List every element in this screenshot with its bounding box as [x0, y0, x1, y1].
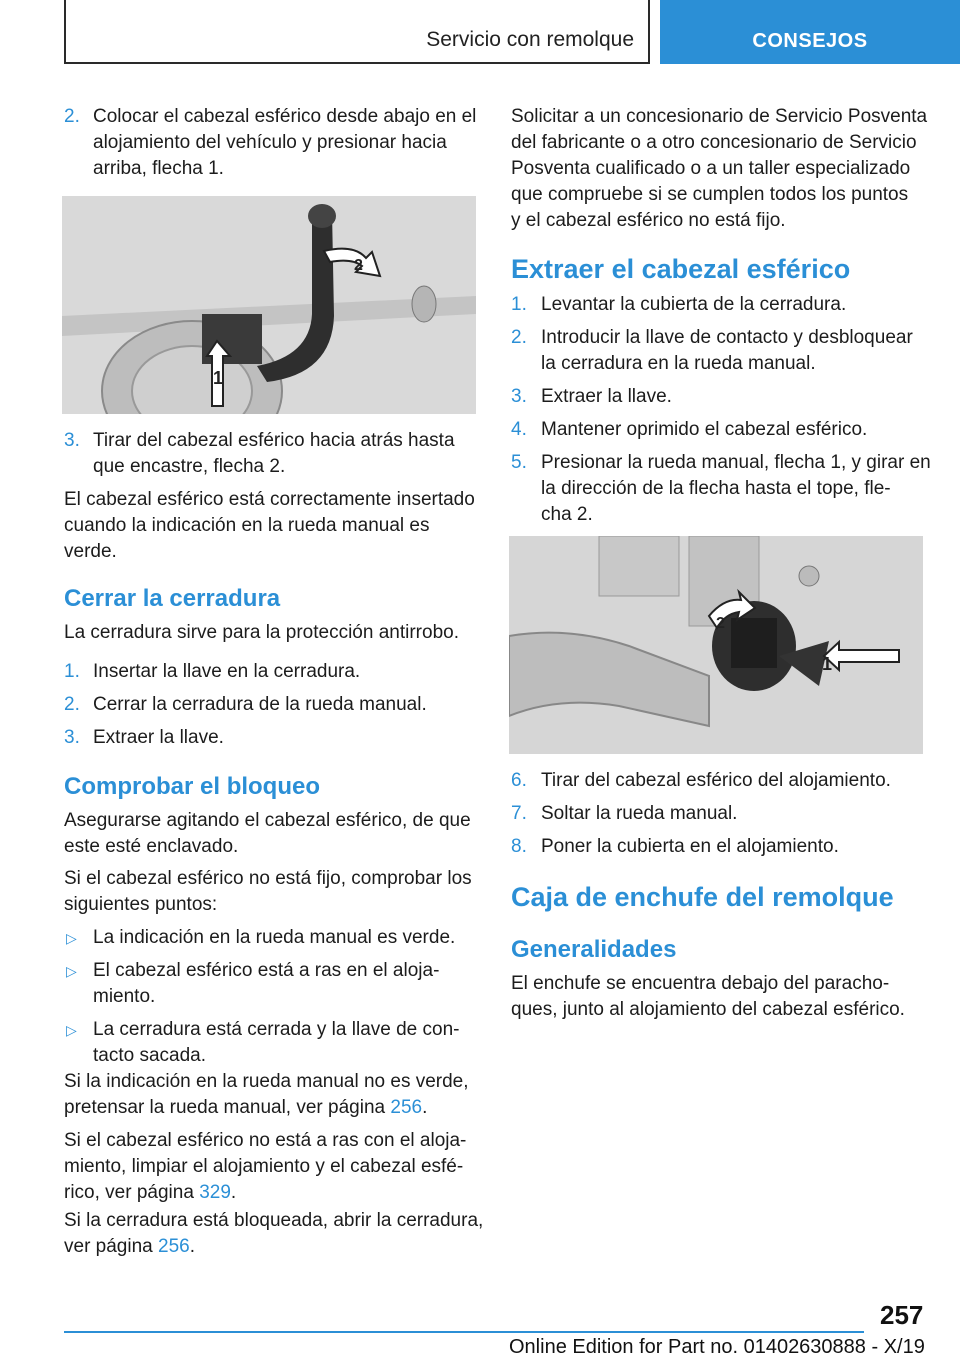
step-text: arriba, flecha 1. [93, 158, 224, 179]
step-text: Poner la cubierta en el alojamiento. [541, 836, 839, 857]
paragraph-text: miento, limpiar el alojamiento y el cabezal esfé‐ [64, 1156, 464, 1177]
step-text: Levantar la cubierta de la cerradura. [541, 294, 847, 315]
bullet-triangle-icon: ▷ [66, 1022, 77, 1038]
arrow-label: 1 [213, 368, 224, 388]
step-number: 1. [511, 294, 527, 315]
step-number: 7. [511, 803, 527, 824]
paragraph-fragment: ver página [64, 1236, 159, 1257]
paragraph-text: Si el cabezal esférico no está a ras con el aloja‐ [64, 1130, 467, 1151]
heading-cerrar: Cerrar la cerradura [64, 585, 281, 612]
step-text: Presionar la rueda manual, flecha 1, y girar en [541, 452, 931, 473]
step-number: 1. [64, 661, 80, 682]
section-title: Servicio con remolque [426, 28, 634, 51]
footer-divider [64, 1331, 864, 1333]
step-text: cha 2. [541, 504, 593, 525]
chapter-tab[interactable] [660, 0, 960, 64]
page-link-329[interactable]: 329 [199, 1182, 231, 1203]
chapter-tab-label: CONSEJOS [752, 30, 868, 52]
tow-hitch-remove-illustration [509, 536, 923, 754]
paragraph-text [64, 1180, 236, 1206]
bullet-text: La indicación en la rueda manual es verde. [93, 927, 456, 948]
paragraph-text: que compruebe si se cumplen todos los puntos [511, 184, 909, 205]
step-text: Tirar del cabezal esférico del alojamiento. [541, 770, 891, 791]
step-text: la dirección de la flecha hasta el tope, fle‐ [541, 478, 891, 499]
paragraph-fragment: pretensar la rueda manual, ver página [64, 1097, 391, 1118]
step-text: Insertar la llave en la cerradura. [93, 661, 361, 682]
bullet-text: La cerradura está cerrada y la llave de con‐ [93, 1019, 460, 1040]
paragraph-text: y el cabezal esférico no está fijo. [511, 210, 786, 231]
paragraph-fragment: rico, ver página [64, 1182, 200, 1203]
paragraph-text [64, 1095, 427, 1121]
edition-text: Online Edition for Part no. 01402630888 - X/19 [509, 1336, 925, 1358]
page-link-256[interactable]: 256 [158, 1236, 190, 1257]
header-frame [64, 0, 650, 64]
step-number: 3. [64, 727, 80, 748]
tow-hitch-insert-drawing [62, 196, 476, 414]
paragraph-text: Si el cabezal esférico no está fijo, comprobar los [64, 868, 472, 889]
step-text: alojamiento del vehículo y presionar hacia [93, 132, 447, 153]
page-link-256[interactable]: 256 [390, 1097, 423, 1118]
bullet-text: tacto sacada. [93, 1045, 207, 1066]
tow-hitch-insert-illustration [62, 196, 476, 414]
bullet-triangle-icon: ▷ [66, 930, 77, 946]
step-number: 2. [511, 327, 527, 348]
step-text: que encastre, flecha 2. [93, 456, 286, 477]
step-text: Extraer la llave. [93, 727, 224, 748]
step-number: 3. [64, 430, 80, 451]
arrow-label: 1 [822, 654, 833, 674]
paragraph-text: Solicitar a un concesionario de Servicio Posventa [511, 106, 928, 127]
bullet-triangle-icon: ▷ [66, 963, 77, 979]
paragraph-fragment: . [422, 1097, 428, 1118]
step-number: 8. [511, 836, 527, 857]
paragraph-fragment: . [189, 1236, 195, 1257]
paragraph-fragment: . [230, 1182, 237, 1203]
tow-hitch-remove-drawing [509, 536, 923, 754]
heading-generalidades: Generalidades [511, 936, 677, 963]
paragraph-text: Asegurarse agitando el cabezal esférico, de que [64, 810, 471, 831]
arrow-label: 2 [354, 257, 363, 274]
bullet-text: El cabezal esférico está a ras en el aloja‐ [93, 960, 440, 981]
step-text: Mantener oprimido el cabezal esférico. [541, 419, 868, 440]
paragraph-text: Posventa cualificado o a un taller especializado [511, 158, 911, 179]
paragraph-text: siguientes puntos: [64, 894, 218, 915]
paragraph-text: ques, junto al alojamiento del cabezal esférico. [511, 999, 905, 1020]
step-number: 6. [511, 770, 527, 791]
paragraph-text: cuando la indicación en la rueda manual es [64, 515, 430, 536]
step-text: Introducir la llave de contacto y desbloquear [541, 327, 913, 348]
heading-comprobar: Comprobar el bloqueo [64, 773, 321, 800]
step-text: Colocar el cabezal esférico desde abajo en el [93, 106, 477, 127]
step-number: 5. [511, 452, 527, 473]
step-text: Cerrar la cerradura de la rueda manual. [93, 694, 427, 715]
step-number: 2. [64, 694, 80, 715]
heading-caja: Caja de enchufe del remolque [511, 882, 894, 912]
step-text: Tirar del cabezal esférico hacia atrás hasta [93, 430, 455, 451]
step-number: 3. [511, 386, 527, 407]
paragraph-text [64, 1234, 195, 1260]
arrow-label: 2 [716, 615, 725, 632]
bullet-text: miento. [93, 986, 156, 1007]
paragraph-text: del fabricante o a otro concesionario de Servicio [511, 132, 917, 153]
paragraph-text: este esté enclavado. [64, 836, 239, 857]
paragraph-text: Si la indicación en la rueda manual no es verde, [64, 1071, 469, 1092]
paragraph-text: El cabezal esférico está correctamente insertado [64, 489, 475, 510]
step-number: 4. [511, 419, 527, 440]
paragraph-text: El enchufe se encuentra debajo del paracho‐ [511, 973, 890, 994]
step-text: Extraer la llave. [541, 386, 672, 407]
step-text: la cerradura en la rueda manual. [541, 353, 816, 374]
paragraph-text: Si la cerradura está bloqueada, abrir la cerradura, [64, 1210, 484, 1231]
paragraph-text: verde. [64, 541, 117, 562]
step-number: 2. [64, 106, 80, 127]
paragraph-text: La cerradura sirve para la protección antirrobo. [64, 622, 459, 643]
heading-extraer: Extraer el cabezal esférico [511, 254, 851, 284]
page-number: 257 [880, 1300, 924, 1330]
step-text: Soltar la rueda manual. [541, 803, 738, 824]
